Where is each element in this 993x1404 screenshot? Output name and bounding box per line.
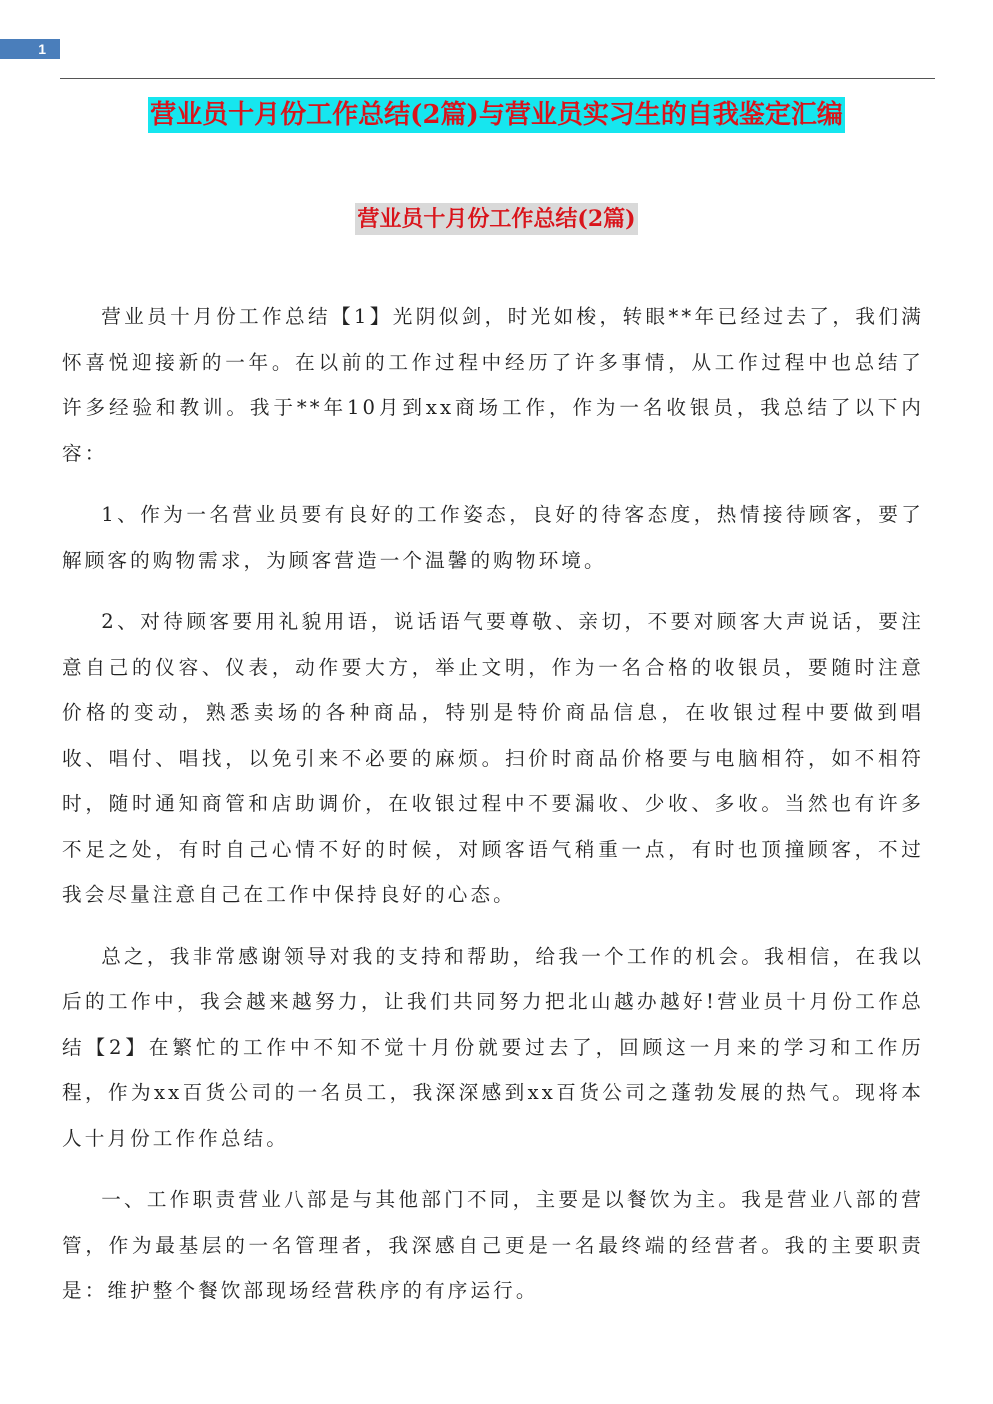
paragraph: 1、作为一名营业员要有良好的工作姿态，良好的待客态度，热情接待顾客，要了解顾客的购物需求，为顾客营造一个温馨的购物环境。 xyxy=(62,503,924,572)
paragraph: 一、工作职责营业八部是与其他部门不同，主要是以餐饮为主。我是营业八部的营管，作为最基层的一名管理者，我深感自己更是一名最终端的经营者。我的主要职责是：维护整个餐饮部现场经营秩序的有序运行。 xyxy=(62,1188,924,1302)
header-divider xyxy=(60,78,935,79)
document-body xyxy=(62,294,924,1330)
document-title-text: 营业员十月份工作总结(2篇)与营业员实习生的自我鉴定汇编 xyxy=(148,97,845,133)
section-title-text: 营业员十月份工作总结(2篇) xyxy=(355,203,637,235)
paragraph: 2、对待顾客要用礼貌用语，说话语气要尊敬、亲切，不要对顾客大声说话，要注意自己的仪容、仪表，动作要大方，举止文明，作为一名合格的收银员，要随时注意价格的变动，熟悉卖场的各种商品，特别是特价商品信息，在收银过程中要做到唱收、唱付、唱找，以免引来不必要的麻烦。扫价时商品价格要与电脑相符，如不相符时，随时通知商管和店助调价，在收银过程中不要漏收、少收、多收。当然也有许多不足之处，有时自己心情不好的时候，对顾客语气稍重一点，有时也顶撞顾客，不过我会尽量注意自己在工作中保持良好的心态。 xyxy=(62,610,924,906)
document-title xyxy=(0,97,993,133)
paragraph: 营业员十月份工作总结【1】光阴似剑，时光如梭，转眼**年已经过去了，我们满怀喜悦迎接新的一年。在以前的工作过程中经历了许多事情，从工作过程中也总结了许多经验和教训。我于**年10月到xx商场工作，作为一名收银员，我总结了以下内容： xyxy=(62,305,924,465)
page-number-badge: 1 xyxy=(0,39,60,59)
paragraph: 总之，我非常感谢领导对我的支持和帮助，给我一个工作的机会。我相信，在我以后的工作中，我会越来越努力，让我们共同努力把北山越办越好!营业员十月份工作总结【2】在繁忙的工作中不知不觉十月份就要过去了，回顾这一月来的学习和工作历程，作为xx百货公司的一名员工，我深深感到xx百货公司之蓬勃发展的热气。现将本人十月份工作作总结。 xyxy=(62,944,924,1150)
section-title xyxy=(0,203,993,235)
